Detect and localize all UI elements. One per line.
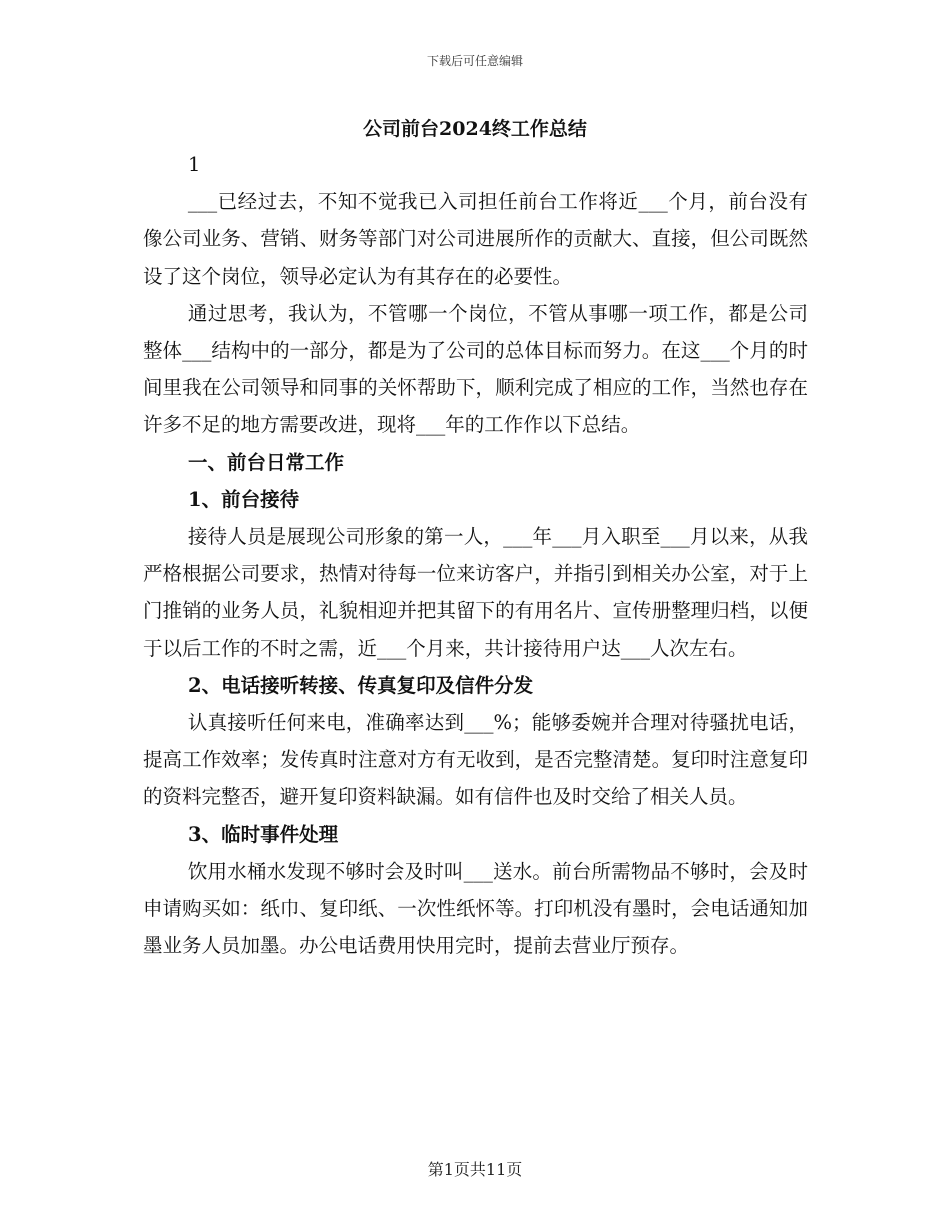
subsection-heading-incidents: 3、临时事件处理 [188, 822, 339, 846]
section-heading: 一、前台日常工作 [188, 450, 345, 474]
page-footer: 第1页共11页 [427, 1160, 523, 1179]
document-title: 公司前台2024终工作总结 [363, 118, 587, 140]
header-note: 下载后可任意编辑 [426, 54, 523, 68]
intro-paragraph-2: 通过思考，我认为，不管哪一个岗位，不管从事哪一项工作，都是公司整体___结构中的一部分，都是为了公司的总体目标而努力。在这___个月的时间里我在公司领导和同事的关怀帮助下，顺利完成了相应的工作，当然也存在许多不足的地方需要改进，现将___年的工作作以下总结。 [143, 301, 808, 437]
subsection-text-incidents: 饮用水桶水发现不够时会及时叫___送水。前台所需物品不够时，会及时申请购买如：纸巾、复印纸、一次性纸怀等。打印机没有墨时，会电话通知加墨业务人员加墨。办公电话费用快用完时，提前去营业厅预存。 [143, 859, 808, 958]
subsection-heading-phone-fax: 2、电话接听转接、传真复印及信件分发 [188, 673, 534, 697]
section-number: 1 [188, 153, 201, 176]
subsection-text-phone-fax: 认真接听任何来电，准确率达到___%；能够委婉并合理对待骚扰电话，提高工作效率；发传真时注意对方有无收到，是否完整清楚。复印时注意复印的资料完整否，避开复印资料缺漏。如有信件也及时交给了相关人员。 [143, 710, 808, 809]
document-body [143, 146, 808, 964]
subsection-text-reception: 接待人员是展现公司形象的第一人，___年___月入职至___月以来，从我严格根据公司要求，热情对待每一位来访客户，并指引到相关办公室，对于上门推销的业务人员，礼貌相迎并把其留下的有用名片、宣传册整理归档，以便于以后工作的不时之需，近___个月来，共计接待用户达___人次左右。 [143, 524, 808, 660]
subsection-heading-reception: 1、前台接待 [188, 487, 300, 511]
intro-paragraph-1: ___已经过去，不知不觉我已入司担任前台工作将近___个月，前台没有像公司业务、营销、财务等部门对公司进展所作的贡献大、直接，但公司既然设了这个岗位，领导必定认为有其存在的必要性。 [143, 190, 808, 288]
